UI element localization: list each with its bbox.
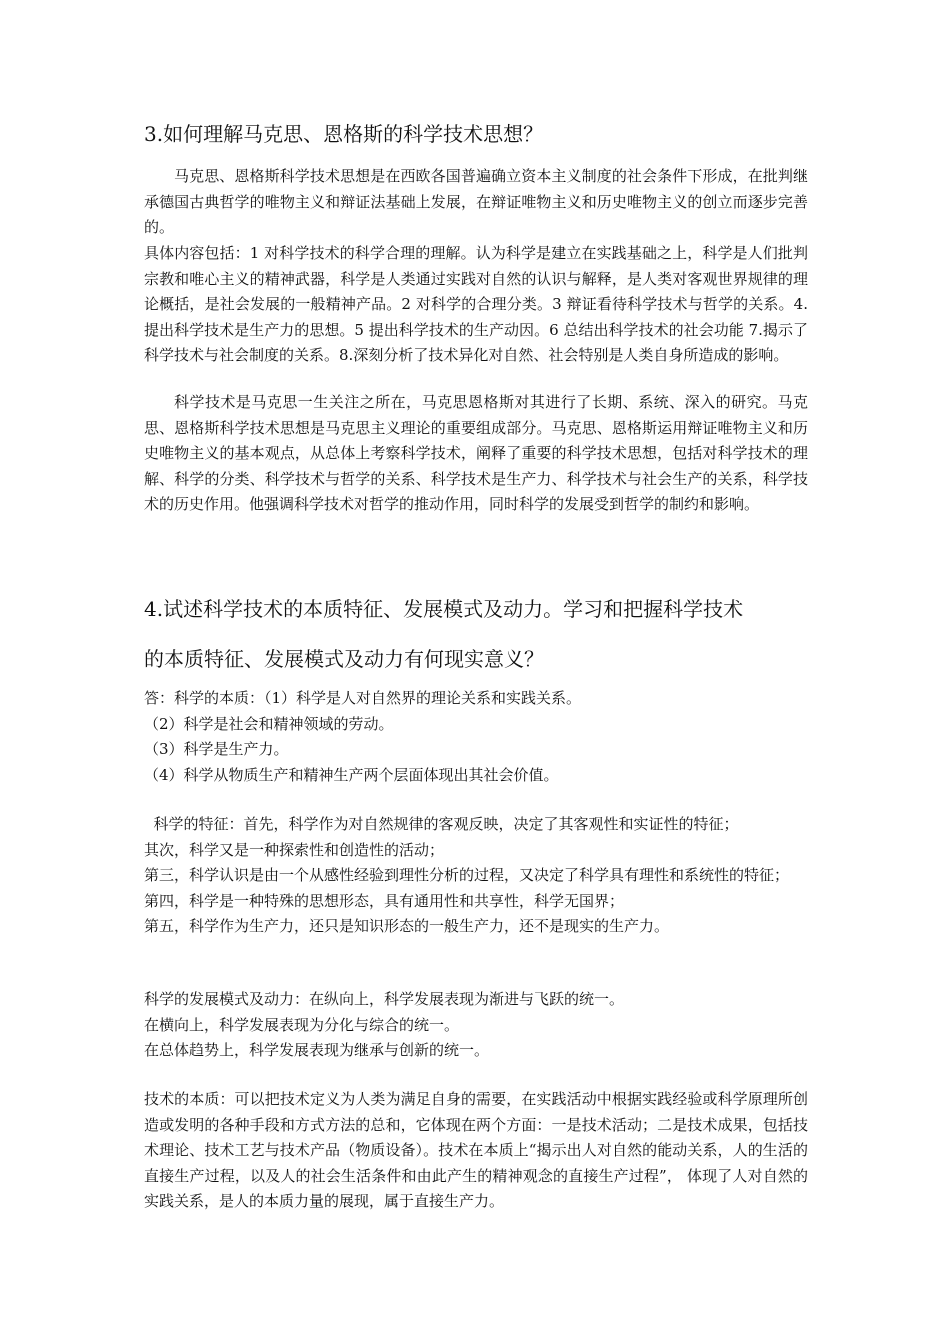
science-development-block <box>144 987 808 1064</box>
section-4-title-line-1: 4.试述科学技术的本质特征、发展模式及动力。学习和把握科学技术 <box>144 597 744 621</box>
science-development-line: 在横向上，科学发展表现为分化与综合的统一。 <box>144 1015 460 1034</box>
science-features-line: 科学的特征：首先，科学作为对自然规律的客观反映，决定了其客观性和实证性的特征； <box>144 815 739 833</box>
section-3-title: 3.如何理解马克思、恩格斯的科学技术思想？ <box>144 122 544 146</box>
science-nature-line: （3）科学是生产力。 <box>144 740 289 759</box>
section-3-paragraph-3: 科学技术是马克思一生关注之所在，马克思恩格斯对其进行了长期、系统、深入的研究。马克思、恩格斯科学技术思想是马克思主义理论的重要组成部分。马克思、恩格斯运用辩证唯物主义和历史唯物主义的基本观点，从总体上考察科学技术，阐释了重要的科学技术思想，包括对科学技术的理解、科学的分类、科学技术与哲学的关系、科学技术是生产力、科学技术与社会生产的关系，科学技术的历史作用。他强调科学技术对哲学的推动作用，同时科学的发展受到哲学的制约和影响。 <box>144 393 808 514</box>
section-4-title-line-2: 的本质特征、发展模式及动力有何现实意义？ <box>144 647 544 671</box>
science-nature-line: （2）科学是社会和精神领域的劳动。 <box>144 714 394 733</box>
section-4-title <box>144 584 808 684</box>
science-development-line: 科学的发展模式及动力：在纵向上，科学发展表现为渐进与飞跃的统一。 <box>144 990 625 1008</box>
science-features-block <box>144 812 808 940</box>
science-development-line: 在总体趋势上，科学发展表现为继承与创新的统一。 <box>144 1041 490 1060</box>
technology-nature-paragraph: 技术的本质：可以把技术定义为人类为满足自身的需要，在实践活动中根据实践经验或科学原理所创造或发明的各种手段和方式方法的总和，它体现在两个方面：一是技术活动；二是技术成果，包括技术理论、技术工艺与技术产品（物质设备）。技术在本质上“揭示出人对自然的能动关系，人的生活的直接生产过程，以及人的社会生活条件和由此产生的精神观念的直接生产过程”， 体现了人对自然的实践关系，是人的本质力量的展现，属于直接生产力。 <box>144 1090 808 1211</box>
section-3-paragraph-2: 具体内容包括：1 对科学技术的科学合理的理解。认为科学是建立在实践基础之上，科学是人们批判宗教和唯心主义的精神武器，科学是人类通过实践对自然的认识与解释，是人类对客观世界规律的理论概括，是社会发展的一般精神产品。2 对科学的合理分类。3 辩证看待科学技术与哲学的关系。4.提出科学技术是生产力的思想。5 提出科学技术的生产动因。6 总结出科学技术的社会功能 7.揭示了科学技术与社会制度的关系。8.深刻分析了技术异化对自然、社会特别是人类自身所造成的影响。 <box>144 244 808 365</box>
science-features-line: 第五，科学作为生产力，还只是知识形态的一般生产力，还不是现实的生产力。 <box>144 917 670 936</box>
section-3-paragraph-1: 马克思、恩格斯科学技术思想是在西欧各国普遍确立资本主义制度的社会条件下形成，在批判继承德国古典哲学的唯物主义和辩证法基础上发展，在辩证唯物主义和历史唯物主义的创立而逐步完善的。 <box>144 167 808 237</box>
science-features-line: 其次，科学又是一种探索性和创造性的活动； <box>144 840 445 859</box>
science-features-line: 第四，科学是一种特殊的思想形态，具有通用性和共享性，科学无国界； <box>144 891 625 910</box>
science-features-line: 第三，科学认识是由一个从感性经验到理性分析的过程，又决定了科学具有理性和系统性的特征； <box>144 866 790 885</box>
science-nature-block <box>144 686 808 788</box>
science-nature-line: （4）科学从物质生产和精神生产两个层面体现出其社会价值。 <box>144 765 559 784</box>
science-nature-line: 答：科学的本质：（1）科学是人对自然界的理论关系和实践关系。 <box>144 689 582 707</box>
